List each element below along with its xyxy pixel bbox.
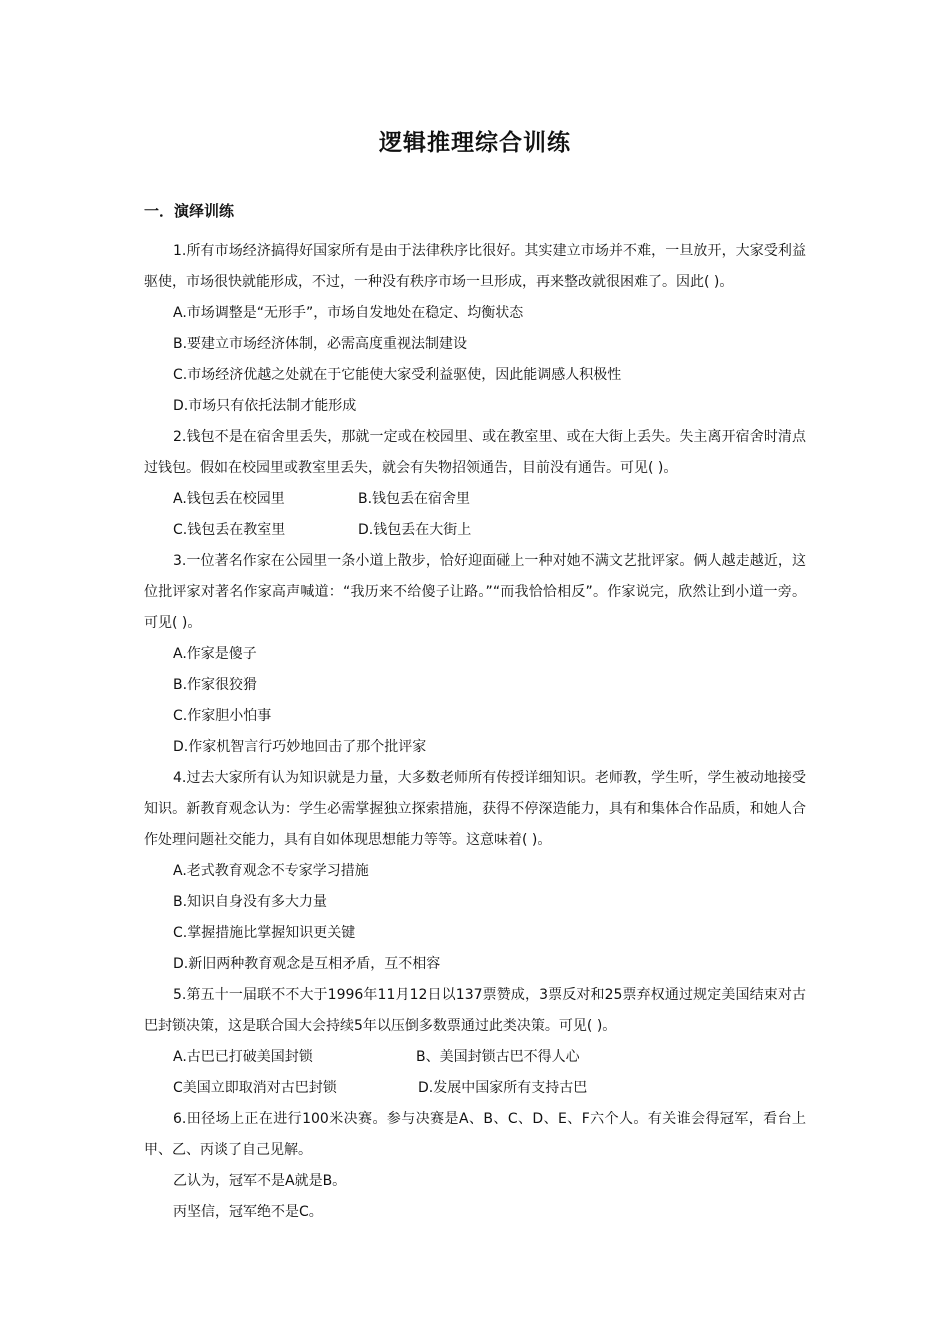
question-2-option-b: B.钱包丢在宿舍里 <box>358 491 471 507</box>
question-6-stem: 6.田径场上正在进行100米决赛。参与决赛是A、B、C、D、E、F六个人。有关谁会得冠军，看台上甲、乙、丙谈了自己见解。 <box>144 1111 806 1158</box>
question-1-option-b: B.要建立市场经济体制，必需高度重视法制建设 <box>173 336 468 352</box>
question-5-option-a: A.古巴已打破美国封锁 <box>173 1049 313 1065</box>
question-1-option-a: A.市场调整是“无形手”，市场自发地处在稳定、均衡状态 <box>173 305 524 321</box>
question-3-option-b: B.作家很狡猾 <box>173 677 258 693</box>
question-4-option-a: A.老式教育观念不专家学习措施 <box>173 863 369 879</box>
question-3-option-a: A.作家是傻子 <box>173 646 257 662</box>
section-heading: 一．演绎训练 <box>144 202 235 220</box>
question-3-stem: 3.一位著名作家在公园里一条小道上散步，恰好迎面碰上一种对她不满文艺批评家。俩人越走越近，这位批评家对著名作家高声喊道：“我历来不给傻子让路。”“而我恰恰相反”。作家说完，欣然让到小道一旁。可见( )。 <box>144 553 806 631</box>
question-5-option-b: B、美国封锁古巴不得人心 <box>416 1049 580 1065</box>
question-5-stem: 5.第五十一届联不不大于1996年11月12日以137票赞成，3票反对和25票弃权通过规定美国结束对古巴封锁决策，这是联合国大会持续5年以压倒多数票通过此类决策。可见( )。 <box>144 987 806 1034</box>
question-5-options-row-1 <box>144 1042 806 1073</box>
question-2-stem: 2.钱包不是在宿舍里丢失，那就一定或在校园里、或在教室里、或在大街上丢失。失主离开宿舍时清点过钱包。假如在校园里或教室里丢失，就会有失物招领通告，目前没有通告。可见( )。 <box>144 429 806 476</box>
question-1-option-c: C.市场经济优越之处就在于它能使大家受利益驱使，因此能调感人积极性 <box>173 367 622 383</box>
question-4-option-d: D.新旧两种教育观念是互相矛盾，互不相容 <box>173 956 441 972</box>
question-5-option-c: C美国立即取消对古巴封锁 <box>173 1080 337 1096</box>
question-2-options-row-2 <box>144 515 806 546</box>
question-2-option-d: D.钱包丢在大街上 <box>358 522 472 538</box>
question-2-option-a: A.钱包丢在校园里 <box>173 491 285 507</box>
question-2-options-row-1 <box>144 484 806 515</box>
question-4-option-c: C.掌握措施比掌握知识更关键 <box>173 925 356 941</box>
question-1-option-d: D.市场只有依托法制才能形成 <box>173 398 357 414</box>
question-5-options-row-2 <box>144 1073 806 1104</box>
question-5-option-d: D.发展中国家所有支持古巴 <box>418 1080 588 1096</box>
document-title: 逻辑推理综合训练 <box>379 129 571 156</box>
question-1-stem: 1.所有市场经济搞得好国家所有是由于法律秩序比很好。其实建立市场并不难，一旦放开，大家受利益驱使，市场很快就能形成，不过，一种没有秩序市场一旦形成，再来整改就很困难了。因此( )。 <box>144 243 806 290</box>
question-6-statement-1: 乙认为，冠军不是A就是B。 <box>173 1173 347 1189</box>
question-3-option-c: C.作家胆小怕事 <box>173 708 272 724</box>
question-3-option-d: D.作家机智言行巧妙地回击了那个批评家 <box>173 739 427 755</box>
question-2-option-c: C.钱包丢在教室里 <box>173 522 286 538</box>
question-4-option-b: B.知识自身没有多大力量 <box>173 894 328 910</box>
question-4-stem: 4.过去大家所有认为知识就是力量，大多数老师所有传授详细知识。老师教，学生听，学生被动地接受知识。新教育观念认为：学生必需掌握独立探索措施，获得不停深造能力，具有和集体合作品质，和她人合作处理问题社交能力，具有自如体现思想能力等等。这意味着( )。 <box>144 770 806 848</box>
question-6-statement-2: 丙坚信，冠军绝不是C。 <box>173 1204 323 1220</box>
document-body <box>144 236 806 1228</box>
